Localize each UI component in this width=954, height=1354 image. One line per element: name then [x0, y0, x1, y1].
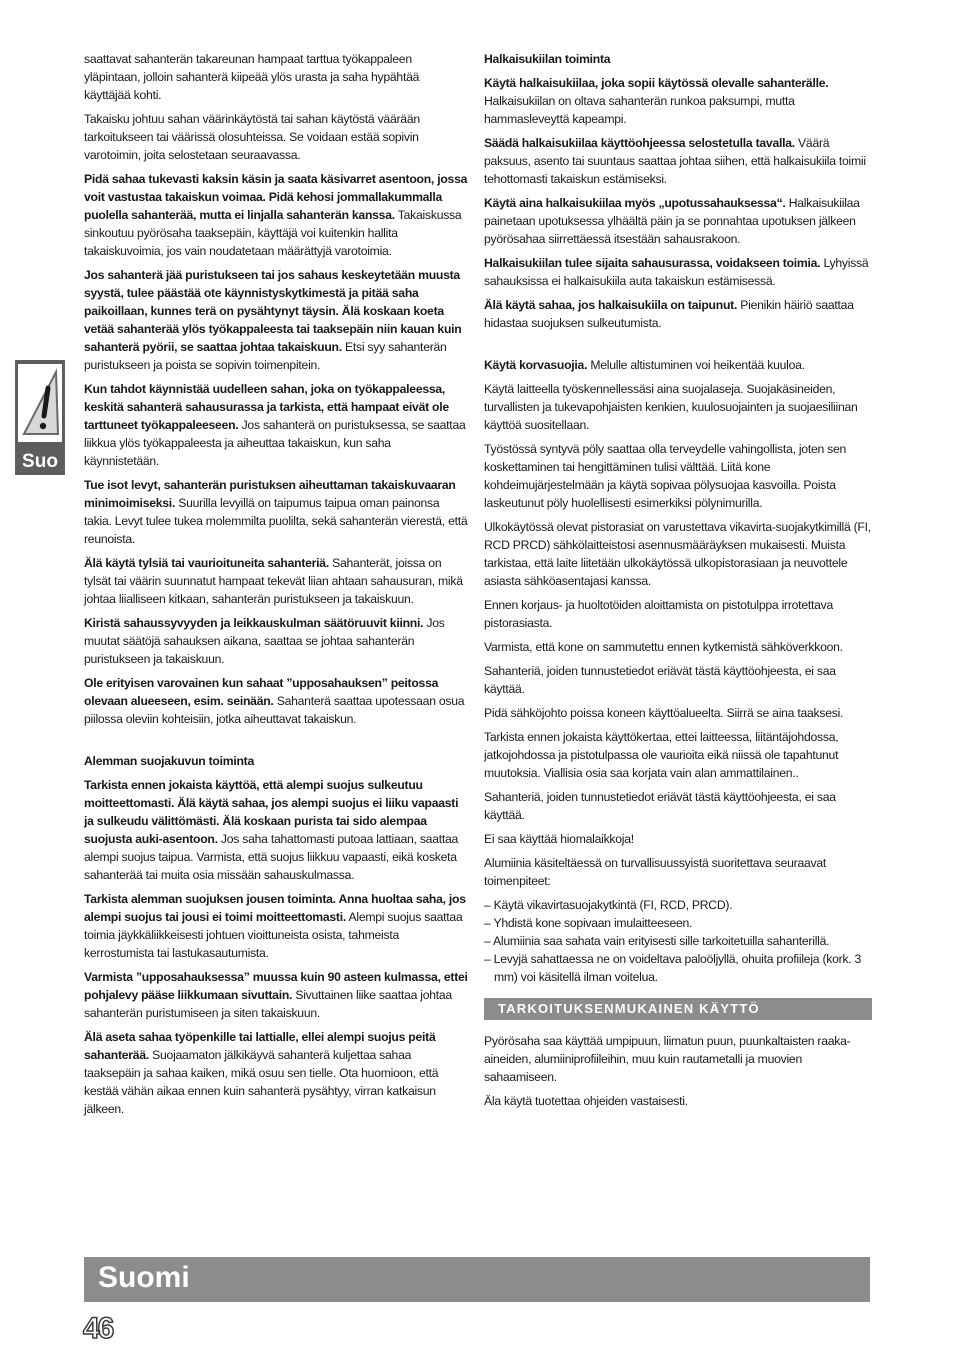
list-item: – Alumiinia saa sahata vain erityisesti sille tarkoitetuilla sahanterillä. [484, 934, 830, 948]
paragraph: Tue isot levyt, sahanterän puristuksen aiheuttaman takaiskuvaaran minimoimiseksi. Suurilla levyillä on taipumus taipua oman painonsa takia. Levyt tulee tukea molemmilta puolilta, sekä sahanterän vierestä, että reunoista. [84, 478, 468, 546]
list-item: – Yhdistä kone sopivaan imulaitteeseen. [484, 916, 693, 930]
paragraph: Käytä halkaisukiilaa, joka sopii käytössä olevalle sahanterälle. Halkaisukiilan on oltava sahanterän runkoa paksumpi, mutta hammasleveyttä kapeampi. [484, 76, 829, 126]
paragraph: Älä käytä sahaa, jos halkaisukiila on taipunut. Pienikin häiriö saattaa hidastaa suojuksen sulkeutumista. [484, 298, 854, 330]
paragraph: Älä käytä tylsiä tai vaurioituneita sahanteriä. Sahanterät, joissa on tylsät tai väärin suunnatut hampaat tekevät liian ahtaan sahausuran, mikä johtaa liialliseen kitkaan, sahanterän puristukseen ja takaiskuun. [84, 556, 463, 606]
paragraph: Sahanteriä, joiden tunnustetiedot eriävät tästä käyttöohjeesta, ei saa käyttää. [484, 664, 836, 696]
left-column [84, 50, 468, 1124]
page-number: 46 [83, 1312, 113, 1345]
paragraph: Jos sahanterä jää puristukseen tai jos sahaus keskeytetään muusta syystä, tulee päästää ote käynnistyskytkimestä ja pitää saha paikoillaan, kunnes terä on pysähtynyt täysin. Älä koskaan koeta vetää sahanterää ylös työkappaleesta tai taaksepäin niin kauan kuin sahanterä pyörii, se saattaa johtaa takaiskuun. Etsi syy sahanterän puristukseen ja poista se sopivin toimenpitein. [84, 268, 462, 372]
paragraph: Sahanteriä, joiden tunnustetiedot eriävät tästä käyttöohjeesta, ei saa käyttää. [484, 790, 836, 822]
paragraph: Säädä halkaisukiilaa käyttöohjeessa selostetulla tavalla. Väärä paksuus, asento tai suuntaus saattaa johtaa siihen, että halkaisukiila toimii tehottomasti takaiskun estämiseksi. [484, 136, 866, 186]
language-side-tab [15, 360, 65, 475]
paragraph: Takaisku johtuu sahan väärinkäytöstä tai sahan käytöstä väärään tarkoitukseen tai väärissä olosuhteissa. Se voidaan estää sopivin varotoimin, joita selostetaan seuraavassa. [84, 112, 420, 162]
paragraph: Halkaisukiilan tulee sijaita sahausurassa, voidakseen toimia. Lyhyissä sahauksissa ei halkaisukiila auta takaiskun estämisessä. [484, 256, 869, 288]
paragraph: Käytä korvasuojia. Melulle altistuminen voi heikentää kuuloa. [484, 358, 805, 372]
paragraph: Älä aseta sahaa työpenkille tai lattialle, ellei alempi suojus peitä sahanterää. Suojaamaton jälkikäyvä sahanterä kuljettaa sahaa taaksepäin ja sahaa kaiken, mikä osuu sen tielle. Ota huomioon, että kestää vähän aikaa ennen kuin sahanterä pysähtyy, virran katkaisun jälkeen. [84, 1030, 439, 1116]
right-column [484, 50, 872, 1116]
paragraph: Käytä laitteella työskennellessäsi aina suojalaseja. Suojakäsineiden, turvallisten ja tukevapohjaisten kenkien, kuulosuojainten ja suojaesiliinan käyttöä suositellaan. [484, 382, 858, 432]
paragraph: Tarkista alemman suojuksen jousen toiminta. Anna huoltaa saha, jos alempi suojus tai jousi ei toimi moitteettomasti. Alempi suojus saattaa toimia jäykkäliikkeisesti johtuen vioittuneista osista, tahmeista kerrostumista tai lastukasautumista. [84, 892, 466, 960]
paragraph: Tarkista ennen jokaista käyttökertaa, ettei laitteessa, liitäntäjohdossa, jatkojohdossa ja pistotulpassa ole vaurioita eikä niissä ole tapahtunut muutoksia. Viallisia osia saa korjata vain alan ammattilainen.. [484, 730, 839, 780]
list-item: – Käytä vikavirtasuojakytkintä (FI, RCD, PRCD). [484, 898, 733, 912]
section-band-intended-use: TARKOITUKSENMUKAINEN KÄYTTÖ [484, 998, 872, 1020]
paragraph: saattavat sahanterän takareunan hampaat tarttua työkappaleen yläpintaan, jolloin sahanterä kiipeää ylös urasta ja saha hypähtää käyttäjää kohti. [84, 52, 420, 102]
side-tab-label: Suo [22, 451, 58, 472]
footer-language-title: Suomi [98, 1261, 190, 1294]
paragraph: Ei saa käyttää hiomalaikkoja! [484, 832, 634, 846]
paragraph: Pidä sahaa tukevasti kaksin käsin ja saata käsivarret asentoon, jossa voit vastustaa takaiskun voimaa. Pidä kehosi jommallakummalla puolella sahanterää, mutta ei linjalla sahanterän kanssa. Takaiskussa sinkoutuu pyörösaha taaksepäin, käyttäjä voi kuitenkin hallita takaiskuvoimia, jos vain noudatetaan määrättyjä varotoimia. [84, 172, 468, 258]
paragraph: Varmista ”upposahauksessa” muussa kuin 90 asteen kulmassa, ettei pohjalevy pääse liikkumaan sivuttain. Sivuttainen liike saattaa johtaa sahanterän puristumiseen ja siten takaiskuun. [84, 970, 468, 1020]
paragraph: Pidä sähköjohto poissa koneen käyttöalueelta. Siirrä se aina taaksesi. [484, 706, 844, 720]
list-item: – Levyjä sahattaessa ne on voideltava paloöljyllä, ohuita profiileja (kork. 3 mm) voi käsitellä ilman voitelua. [484, 952, 862, 984]
paragraph: Alumiinia käsiteltäessä on turvallisuussyistä suoritettava seuraavat toimenpiteet: [484, 856, 827, 888]
paragraph: Pyörösaha saa käyttää umpipuun, liimatun puun, puunkaltaisten raaka-aineiden, alumiiniprofiileihin, muu kuin rautametalli ja muovien sahaamiseen. [484, 1034, 851, 1084]
paragraph: Äla käytä tuotettaa ohjeiden vastaisesti. [484, 1094, 688, 1108]
section-heading-riving-knife: Halkaisukiilan toiminta [484, 52, 611, 66]
paragraph: Käytä aina halkaisukiilaa myös „upotussahauksessa“. Halkaisukiilaa painetaan upotuksessa ylhäältä päin ja se ponnahtaa upotuksen jälkeen pyörösahaa siirrettäessä itsestään sahausrakoon. [484, 196, 860, 246]
paragraph: Kun tahdot käynnistää uudelleen sahan, joka on työkappaleessa, keskitä sahanterä sahausurassa ja tarkista, että hampaat eivät ole tarttuneet työkappaleeseen. Jos sahanterä on puristuksessa, se saattaa liikkua ylös työkappaleesta ja aiheuttaa takaiskun, kun saha käynnistetään. [84, 382, 466, 468]
aluminium-measures-list [484, 896, 872, 986]
paragraph: Ulkokäytössä olevat pistorasiat on varustettava vikavirta-suojakytkimillä (FI, RCD PRCD) sähkölaitteistosi asennusmääräyksen mukaisesti. Muista tarkistaa, että laite liitetään ulkokäytössä ulkopistorasiaan ja neuvottele asiasta sähköasentajasi kanssa. [484, 520, 871, 588]
warning-icon [18, 364, 62, 442]
paragraph: Varmista, että kone on sammutettu ennen kytkemistä sähköverkkoon. [484, 640, 843, 654]
paragraph: Työstössä syntyvä pöly saattaa olla terveydelle vahingollista, joten sen koskettaminen tai hengittäminen tulisi välttää. Liitä kone kohdeimujärjestelmään ja käytä sopivaa pölysuojaa kasvoilla. Poista laskeutunut pöly huolellisesti esimerkiksi pölynimurilla. [484, 442, 847, 510]
paragraph: Ole erityisen varovainen kun sahaat ”upposahauksen” peitossa olevaan alueeseen, esim. seinään. Sahanterä saattaa upotessaan osua piilossa oleviin kohteisiin, jotka aiheuttavat takaiskun. [84, 676, 465, 726]
footer-language-band [84, 1257, 870, 1302]
paragraph: Kiristä sahaussyvyyden ja leikkauskulman säätöruuvit kiinni. Jos muutat säätöjä sahauksen aikana, saattaa se johtaa sahanterän puristukseen ja takaiskuun. [84, 616, 445, 666]
paragraph: Tarkista ennen jokaista käyttöä, että alempi suojus sulkeutuu moitteettomasti. Älä käytä sahaa, jos alempi suojus ei liiku vapaasti ja sulkeudu välittömästi. Älä koskaan purista tai sido alempaa suojusta auki-asentoon. Jos saha tahattomasti putoaa lattiaan, saattaa alempi suojus taipua. Varmista, että suojus liikkuu vapaasti, eikä kosketa sahanterää tai muita osia missään sahauskulmassa. [84, 778, 459, 882]
paragraph: Ennen korjaus- ja huoltotöiden aloittamista on pistotulppa irrotettava pistorasiasta. [484, 598, 834, 630]
section-heading-lower-guard: Alemman suojakuvun toiminta [84, 754, 254, 768]
